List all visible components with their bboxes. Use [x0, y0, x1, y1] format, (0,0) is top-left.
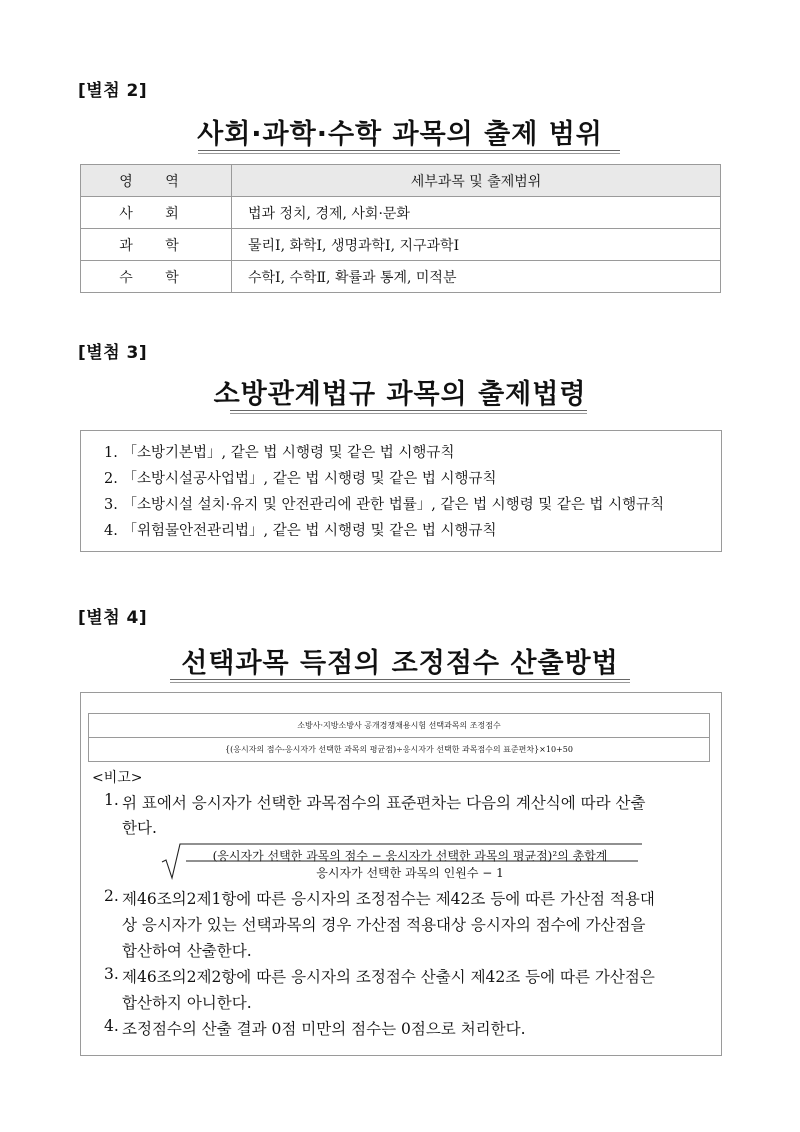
- note-line: 합산하여 산출한다.: [122, 942, 252, 960]
- note-number: 1.: [104, 791, 119, 809]
- header-area: 영 역: [81, 165, 232, 197]
- law-item: 2. 「소방시설공사업법」, 같은 법 시행령 및 같은 법 시행규칙: [104, 471, 497, 487]
- attachment-label-4: [별첨 4]: [78, 608, 148, 628]
- section-title-adjusted-score: 선택과목 득점의 조정점수 산출방법: [181, 648, 619, 679]
- note-line: 제46조의2제2항에 따른 응시자의 조정점수 산출시 제42조 등에 따른 가산점은: [122, 968, 655, 986]
- row-scope: 물리Ⅰ, 화학Ⅰ, 생명과학Ⅰ, 지구과학Ⅰ: [232, 229, 721, 261]
- attachment-label-3: [별첨 3]: [78, 343, 148, 363]
- law-item: 3. 「소방시설 설치·유지 및 안전관리에 관한 법률」, 같은 법 시행령 및 같은 법 시행규칙: [104, 497, 665, 513]
- note-line: 조정점수의 산출 결과 0점 미만의 점수는 0점으로 처리한다.: [122, 1020, 526, 1038]
- section-title-fire-laws: 소방관계법규 과목의 출제법령: [213, 379, 587, 410]
- scope-table: [80, 164, 721, 293]
- header-scope: 세부과목 및 출제범위: [232, 165, 721, 197]
- row-area: 사 회: [81, 197, 232, 229]
- section-title-subject-scope: 사회·과학·수학 과목의 출제 범위: [197, 119, 603, 150]
- note-line: 제46조의2제1항에 따른 응시자의 조정점수는 제42조 등에 따른 가산점 적용대: [122, 890, 655, 908]
- row-scope: 수학Ⅰ, 수학Ⅱ, 확률과 통계, 미적분: [232, 261, 721, 293]
- row-area: 과 학: [81, 229, 232, 261]
- title-underline: [170, 679, 630, 683]
- note-line: 한다.: [122, 819, 157, 837]
- formula-box-title: 소방사·지방소방사 공개경쟁채용시험 선택과목의 조정점수: [89, 714, 709, 738]
- note-line: 상 응시자가 있는 선택과목의 경우 가산점 적용대상 응시자의 점수에 가산점을: [122, 916, 646, 934]
- note-number: 3.: [104, 965, 119, 983]
- table-row: [81, 261, 721, 293]
- attachment-label-2: [별첨 2]: [78, 81, 148, 101]
- note-line: 합산하지 아니한다.: [122, 994, 252, 1012]
- adjusted-score-formula: {(응시자의 점수-응시자가 선택한 과목의 평균점)÷응시자가 선택한 과목점수의 표준편차}×10+50: [225, 745, 573, 754]
- table-header-row: [81, 165, 721, 197]
- law-item: 1. 「소방기본법」, 같은 법 시행령 및 같은 법 시행규칙: [104, 445, 455, 461]
- sqrt-denominator: 응시자가 선택한 과목의 인원수 − 1: [316, 866, 504, 880]
- row-scope: 법과 정치, 경제, 사회·문화: [232, 197, 721, 229]
- remark-label: <비고>: [92, 770, 143, 786]
- title-underline: [230, 410, 587, 414]
- law-item: 4. 「위험물안전관리법」, 같은 법 시행령 및 같은 법 시행규칙: [104, 523, 497, 539]
- formula-box: [88, 713, 710, 762]
- row-area: 수 학: [81, 261, 232, 293]
- table-row: [81, 229, 721, 261]
- note-line: 위 표에서 응시자가 선택한 과목점수의 표준편차는 다음의 계산식에 따라 산출: [122, 794, 646, 812]
- title-underline: [198, 150, 620, 154]
- table-row: [81, 197, 721, 229]
- note-number: 4.: [104, 1017, 119, 1035]
- note-number: 2.: [104, 887, 119, 905]
- sqrt-numerator: (응시자가 선택한 과목의 점수 − 응시자가 선택한 과목의 평균점)²의 총합계: [212, 849, 608, 863]
